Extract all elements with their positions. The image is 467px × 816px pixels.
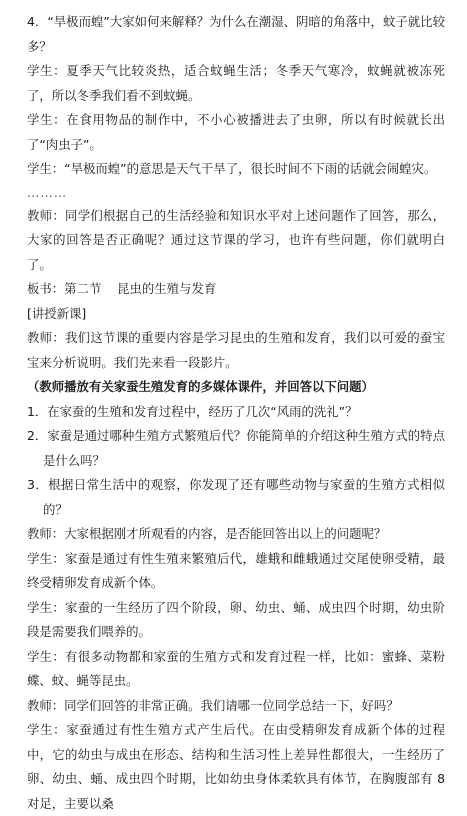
question-1: 1．在家蚕的生殖和发育过程中，经历了几次“风雨的洗礼”？ xyxy=(27,403,358,419)
student-answer: 学生：在食用物品的制作中，不小心被播进去了虫卵，所以有时候就长出了“肉虫子”。 xyxy=(27,112,445,152)
activity-instruction: （教师播放有关家蚕生殖发育的多媒体课件，并回答以下问题） xyxy=(27,379,374,394)
teacher-remark: 教师：同学们回答的非常正确。我们请哪一位同学总结一下，好吗？ xyxy=(27,697,399,713)
question-2: 2．家蚕是通过哪种生殖方式繁殖后代？你能简单的介绍这种生殖方式的特点是什么吗？ xyxy=(27,428,445,468)
section-heading: [讲授新课] xyxy=(27,305,87,321)
teacher-remark: 教师：我们这节课的重要内容是学习昆虫的生殖和发育，我们以可爱的蚕宝宝来分析说明。我们先来看一段影片。 xyxy=(27,330,445,370)
student-answer: 学生：有很多动物都和家蚕的生殖方式和发育过程一样，比如：蜜蜂、菜粉蝶、蚊、蝇等昆虫。 xyxy=(27,648,445,688)
student-answer: 学生：家蚕的一生经历了四个阶段，卵、幼虫、蛹、成虫四个时期，幼虫阶段是需要我们喂养的。 xyxy=(27,599,445,639)
question-4: 4．“旱极而蝗”大家如何来解释？为什么在潮湿、阴暗的角落中，蚊子就比较多？ xyxy=(27,14,445,54)
student-answer: 学生：家蚕是通过有性生殖来繁殖后代，雄蛾和雌蛾通过交尾使卵受精，最终受精卵发育成新个体。 xyxy=(27,550,445,590)
student-answer: 学生：夏季天气比较炎热，适合蚊蝇生活；冬季天气寒冷，蚊蝇就被冻死了，所以冬季我们看不到蚊蝇。 xyxy=(27,63,445,103)
teacher-remark: 教师：同学们根据自己的生活经验和知识水平对上述问题作了回答，那么，大家的回答是否正确呢？通过这节课的学习，也许有些问题，你们就明白了。 xyxy=(27,207,445,272)
question-3: 3．根据日常生活中的观察，你发现了还有哪些动物与家蚕的生殖方式相似的？ xyxy=(27,477,445,517)
student-answer: 学生：“旱极而蝗”的意思是天气干旱了，很长时间不下雨的话就会闹蝗灾。 xyxy=(27,161,437,176)
ellipsis-separator: ……… xyxy=(27,184,68,200)
teacher-remark: 教师：大家根据刚才所观看的内容，是否能回答出以上的问题呢？ xyxy=(27,526,387,541)
blackboard-title: 板书：第二节 昆虫的生殖与发育 xyxy=(27,281,217,296)
student-summary: 学生：家蚕通过有性生殖方式产生后代。在由受精卵发育成新个体的过程中，它的幼虫与成虫在形态、结构和生活习性上差异性都很大，一生经历了卵、幼虫、蛹、成虫四个时期，比如幼虫身体柔软具有体节，在胸腹部有 8 对足，主要以桑 xyxy=(27,722,445,811)
document-body xyxy=(27,10,445,816)
